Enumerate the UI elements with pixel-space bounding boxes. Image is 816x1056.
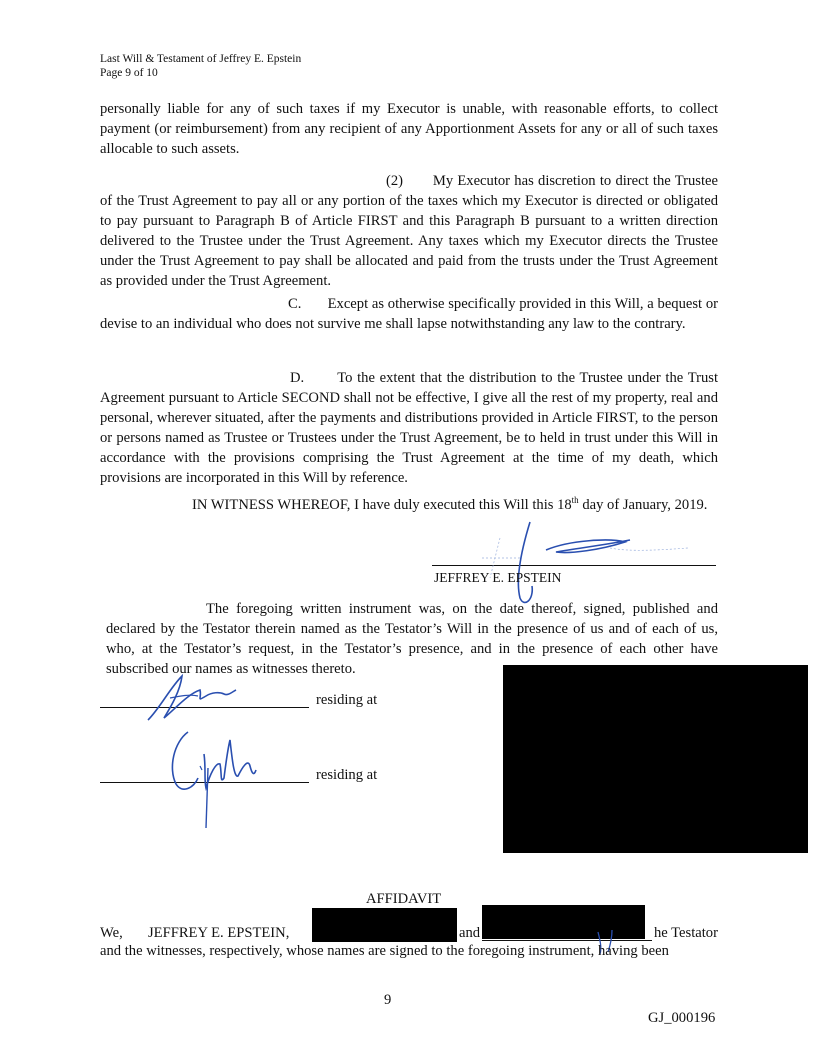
- witness-2-residing-label: residing at: [316, 767, 378, 783]
- page-number: 9: [384, 992, 392, 1008]
- header-page-label: Page 9 of 10: [100, 67, 158, 79]
- redaction-block-witness-1-name: [312, 908, 457, 942]
- witness-text-pre: IN WITNESS WHEREOF, I have duly executed this Will this 18: [192, 497, 572, 513]
- paragraph-executor-discretion: (2) My Executor has discretion to direct the Trustee of the Trust Agreement to pay all or any portion of the taxes which my Executor is directed or obligated to pay pursuant to Paragraph B of Article FIRST and this Paragraph B pursuant to a written direction delivered to the Trustee under the Trust Agreement. Any taxes which my Executor directs the Trustee under the Trust Agreement to pay shall be allocated and paid from the trusts under the Trust Agreement as provided under the Trust Agreement.: [100, 173, 718, 289]
- bates-number: GJ_000196: [648, 1010, 716, 1026]
- affidavit-testator-fragment: he Testator: [654, 925, 718, 941]
- document-header: [100, 52, 301, 80]
- witness-ordinal-suffix: th: [571, 495, 579, 506]
- witness-text-post: day of January, 2019.: [578, 497, 708, 513]
- witness-2-signature-mark: [160, 718, 270, 833]
- paragraph-c-lapse: C. Except as otherwise specifically provided in this Will, a bequest or devise to an individual who does not survive me shall lapse notwithstanding any law to the contrary.: [100, 296, 718, 332]
- header-doc-title: Last Will & Testament of Jeffrey E. Epstein: [100, 53, 302, 65]
- affidavit-and: and: [459, 925, 481, 941]
- witness-1-residing-label: residing at: [316, 692, 378, 708]
- attestation-clause: The foregoing written instrument was, on the date thereof, signed, published and declared by the Testator therein named as the Testator’s Will in the presence of us and of each of us, who, at the Testator’s request, in the Testator’s presence, and in the presence of each other have subscribed our names as witnesses thereto.: [106, 601, 718, 677]
- redaction-block-witness-addresses: [503, 665, 808, 853]
- affidavit-line-2: and the witnesses, respectively, whose names are signed to the foregoing instrument, having been: [100, 943, 669, 959]
- affidavit-title: AFFIDAVIT: [366, 891, 442, 907]
- affidavit-testator-name: JEFFREY E. EPSTEIN,: [148, 925, 290, 941]
- in-witness-clause: [100, 495, 718, 515]
- testator-name: JEFFREY E. EPSTEIN: [434, 570, 562, 585]
- paragraph-d-residuary: D. To the extent that the distribution to the Trustee under the Trust Agreement pursuant to Article SECOND shall not be effective, I give all the rest of my property, real and personal, wherever situated, after the payments and distributions provided in Article FIRST, to the person or persons named as Trustee or Trustees under the Trust Agreement, be to held in trust under this Will in accordance with the provisions comprising the Trust Agreement at the time of my death, which provisions are incorporated in this Will by reference.: [100, 370, 718, 486]
- paragraph-tax-liability: personally liable for any of such taxes if my Executor is unable, with reasonable efforts, to collect payment (or reimbursement) from any recipient of any Apportionment Assets for any or all of such taxes allocable to such assets.: [100, 101, 718, 157]
- affidavit-we: We,: [100, 925, 123, 941]
